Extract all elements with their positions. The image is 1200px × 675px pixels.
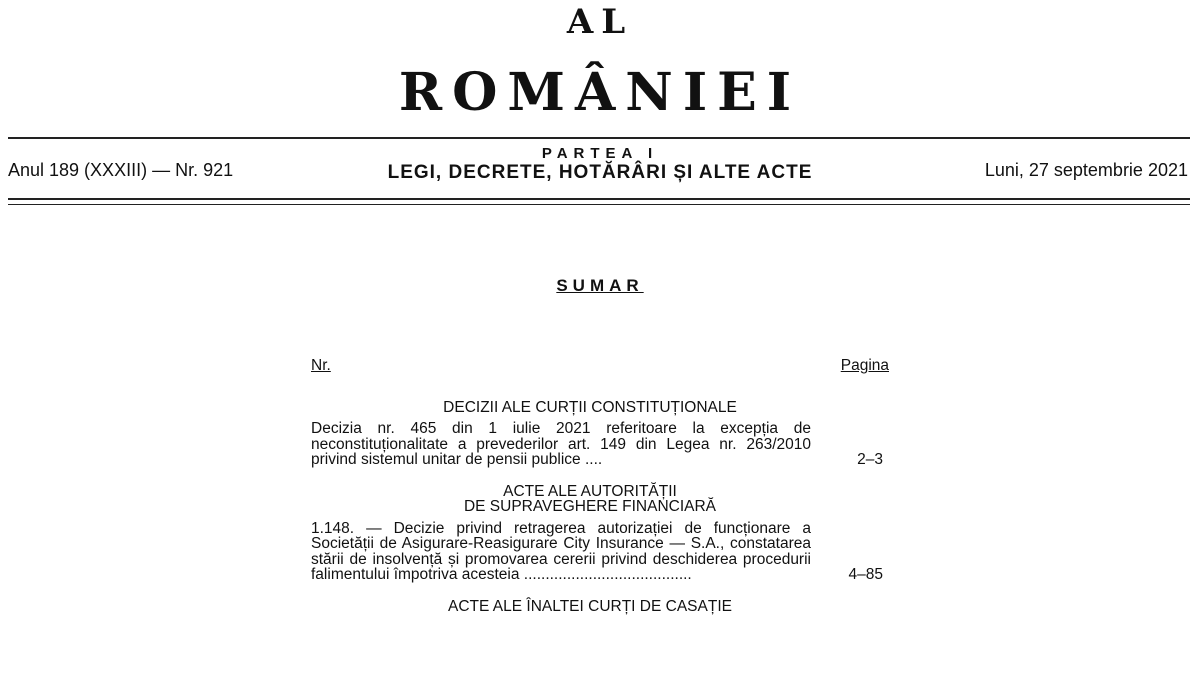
toc-entry[interactable] xyxy=(311,421,889,468)
section-heading: ACTE ALE AUTORITĂȚII DE SUPRAVEGHERE FINANCIARĂ xyxy=(463,482,717,515)
entry-pages: 4–85 xyxy=(848,566,883,583)
header-top-rule xyxy=(8,137,1190,139)
summary-title: SUMAR xyxy=(556,276,644,295)
part-label: PARTEA I xyxy=(541,145,659,162)
header-bottom-rule xyxy=(8,198,1190,200)
table-of-contents xyxy=(311,358,889,620)
toc-section xyxy=(311,400,889,468)
toc-entry[interactable] xyxy=(311,521,889,583)
section-heading: DECIZII ALE CURȚII CONSTITUȚIONALE xyxy=(443,398,737,416)
part-title: LEGI, DECRETE, HOTĂRÂRI ȘI ALTE ACTE xyxy=(387,162,813,183)
toc-section xyxy=(311,484,889,583)
toc-column-headers xyxy=(311,358,889,374)
entry-text: Decizia nr. 465 din 1 iulie 2021 referitoare la excepția de neconstituționalitate a prevederilor art. 149 din Legea nr. 263/2010 privind sistemul unitar de pensii publice .... xyxy=(311,420,811,468)
column-nr: Nr. xyxy=(311,357,331,374)
header-bottom-rule-thin xyxy=(8,204,1190,205)
section-heading: ACTE ALE ÎNALTEI CURȚI DE CASAȚIE xyxy=(448,597,732,615)
issue-number: Anul 189 (XXXIII) — Nr. 921 xyxy=(8,160,234,180)
column-pagina: Pagina xyxy=(840,357,889,374)
masthead-al: AL xyxy=(566,2,634,42)
toc-section xyxy=(311,599,889,615)
publication-date: Luni, 27 septembrie 2021 xyxy=(984,160,1188,180)
entry-pages: 2–3 xyxy=(857,451,883,468)
masthead-romaniei: ROMÂNIEI xyxy=(398,62,802,123)
entry-text: 1.148. — Decizie privind retragerea autorizației de funcționare a Societății de Asigurare-Reasigurare City Insurance — S.A., constatarea stării de insolvență și promovarea cererii privind deschiderea procedurii falimentului împotriva acesteia ....................................... xyxy=(311,519,811,583)
